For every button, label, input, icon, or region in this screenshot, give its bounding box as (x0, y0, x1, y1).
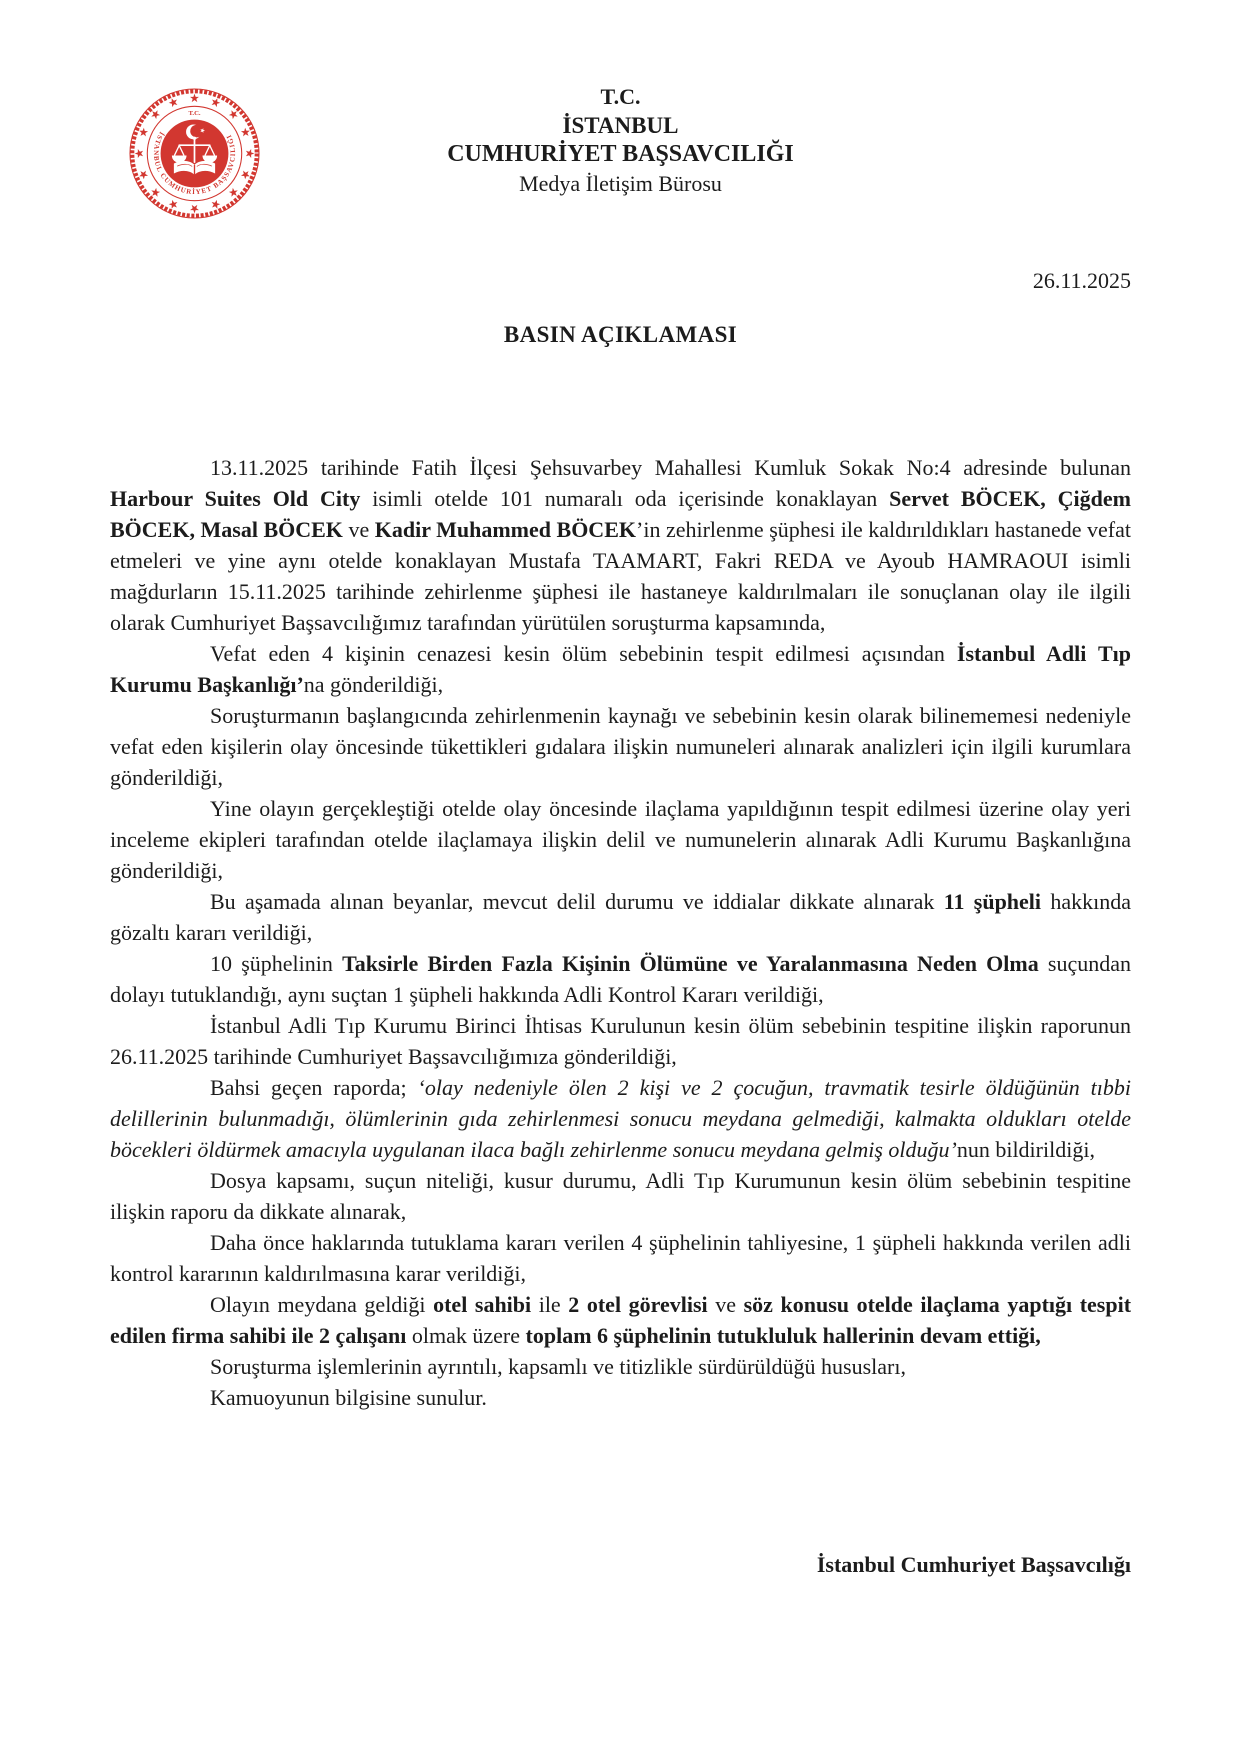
paragraph (110, 1165, 1131, 1227)
text-segment: Kamuoyunun bilgisine sunulur. (210, 1385, 487, 1410)
document-body (110, 452, 1131, 1413)
text-segment: ve (707, 1292, 744, 1317)
letterhead-line-bureau: Medya İletişim Bürosu (519, 171, 722, 196)
text-segment: Yine olayın gerçekleştiği otelde olay öncesinde ilaçlama yapıldığının tespit edilmesi üzerine olay yeri inceleme ekipleri tarafından otelde ilaçlamaya ilişkin delil ve numunelerin alınarak Adli Kurumu Başkanlığına gönderildiği, (110, 796, 1131, 883)
paragraph (110, 1227, 1131, 1289)
text-segment: 10 şüphelinin (210, 951, 343, 976)
seal-band-text: İSTANBUL CUMHURİYET BAŞSAVCILIĞI (151, 130, 238, 197)
bold-text-segment: otel sahibi (433, 1292, 532, 1317)
bold-text-segment: 11 şüpheli (943, 889, 1042, 914)
seal-tc-text: T.C. (188, 109, 201, 117)
text-segment: hakkında gözaltı kararı verildiği, (110, 889, 1131, 945)
bold-text-segment: Taksirle Birden Fazla Kişinin Ölümüne ve Yaralanmasına Neden Olma (342, 951, 1039, 976)
paragraph (110, 1289, 1131, 1351)
bold-text-segment: söz konusu otelde ilaçlama yaptığı tespit edilen firma sahibi ile 2 çalışanı (110, 1292, 1132, 1348)
letterhead-line-office: CUMHURİYET BAŞSAVCILIĞI (447, 141, 794, 167)
document-date: 26.11.2025 (1032, 268, 1131, 293)
bold-text-segment: Harbour Suites Old City (110, 486, 361, 511)
paragraph (110, 1351, 1131, 1382)
paragraph (110, 638, 1131, 700)
bold-text-segment: 2 otel görevlisi (568, 1292, 708, 1317)
text-segment: Soruşturma işlemlerinin ayrıntılı, kapsamlı ve titizlikle sürdürüldüğü hususları, (210, 1354, 906, 1379)
paragraph (110, 886, 1131, 948)
text-segment: İstanbul Adli Tıp Kurumu Birinci İhtisas Kurulunun kesin ölüm sebebinin tespitine ilişkin raporunun 26.11.2025 tarihinde Cumhuriyet Başsavcılığımıza gönderildiği, (110, 1013, 1131, 1069)
text-segment: Dosya kapsamı, suçun niteliği, kusur durumu, Adli Tıp Kurumunun kesin ölüm sebebinin tespitine ilişkin raporu da dikkate alınarak, (110, 1168, 1131, 1224)
text-segment: Vefat eden 4 kişinin cenazesi kesin ölüm sebebinin tespit edilmesi açısından (210, 641, 957, 666)
text-segment: 13.11.2025 tarihinde Fatih İlçesi Şehsuvarbey Mahallesi Kumluk Sokak No:4 adresinde bulunan (210, 455, 1131, 480)
bold-text-segment: toplam 6 şüphelinin tutukluluk hallerinin devam ettiği, (525, 1323, 1041, 1348)
text-segment: ve (342, 517, 375, 542)
text-segment: suçundan dolayı tutuklandığı, aynı suçtan 1 şüpheli hakkında Adli Kontrol Kararı verildiği, (110, 951, 1131, 1007)
bold-text-segment: İstanbul Adli Tıp Kurumu Başkanlığı’ (110, 641, 1132, 697)
paragraph (110, 700, 1131, 793)
bold-text-segment: Kadir Muhammed BÖCEK (374, 517, 636, 542)
text-segment: Daha önce haklarında tutuklama kararı verilen 4 şüphelinin tahliyesine, 1 şüpheli hakkında verilen adli kontrol kararının kaldırılmasına karar verildiği, (110, 1230, 1131, 1286)
text-segment: nun bildirildiği, (956, 1137, 1095, 1162)
paragraph (110, 1010, 1131, 1072)
letterhead-line-city: İSTANBUL (562, 113, 679, 138)
text-segment: olmak üzere (406, 1323, 526, 1348)
text-segment: Olayın meydana geldiği (210, 1292, 434, 1317)
text-segment: Bahsi geçen raporda; (210, 1075, 418, 1100)
text-segment: na gönderildiği, (303, 672, 444, 697)
paragraph (110, 793, 1131, 886)
italic-text-segment: ‘olay nedeniyle ölen 2 kişi ve 2 çocuğun, travmatik tesirle öldüğünün tıbbi delillerinin bulunmadığı, ölümlerinin gıda zehirlenmesi sonucu meydana gelmediği, kalmakta oldukları otelde böcekleri öldürmek amacıyla uygulanan ilaca bağlı zehirlenme sonucu meydana gelmiş olduğu’ (110, 1075, 1131, 1162)
letterhead-line-tc: T.C. (600, 84, 641, 109)
signature: İstanbul Cumhuriyet Başsavcılığı (816, 1552, 1131, 1577)
text-segment: Soruşturmanın başlangıcında zehirlenmenin kaynağı ve sebebinin kesin olarak bilinememesi nedeniyle vefat eden kişilerin olay öncesinde tükettikleri gıdalara ilişkin numuneleri alınarak analizleri için ilgili kurumlara gönderildiği, (110, 703, 1131, 790)
paragraph (110, 948, 1131, 1010)
document-title: BASIN AÇIKLAMASI (503, 322, 738, 347)
paragraph (110, 1382, 1131, 1413)
bold-text-segment: Servet BÖCEK, Çiğdem BÖCEK, Masal BÖCEK (110, 486, 1131, 542)
text-segment: ’in zehirlenme şüphesi ile kaldırıldıkları hastanede vefat etmeleri ve yine aynı otelde konaklayan Mustafa TAAMART, Fakri REDA ve Ayoub HAMRAOUI isimli mağdurların 15.11.2025 tarihinde zehirlenme şüphesi ile hastaneye kaldırılmaları ile sonuçlanan olay ile ilgili olarak Cumhuriyet Başsavcılığımız tarafından yürütülen soruşturma kapsamında, (110, 517, 1131, 635)
paragraph (110, 452, 1131, 638)
paragraph (110, 1072, 1131, 1165)
letterhead (110, 82, 1131, 198)
text-segment: Bu aşamada alınan beyanlar, mevcut delil durumu ve iddialar dikkate alınarak (210, 889, 944, 914)
text-segment: isimli otelde 101 numaralı oda içerisinde konaklayan (360, 486, 890, 511)
text-segment: ile (531, 1292, 569, 1317)
